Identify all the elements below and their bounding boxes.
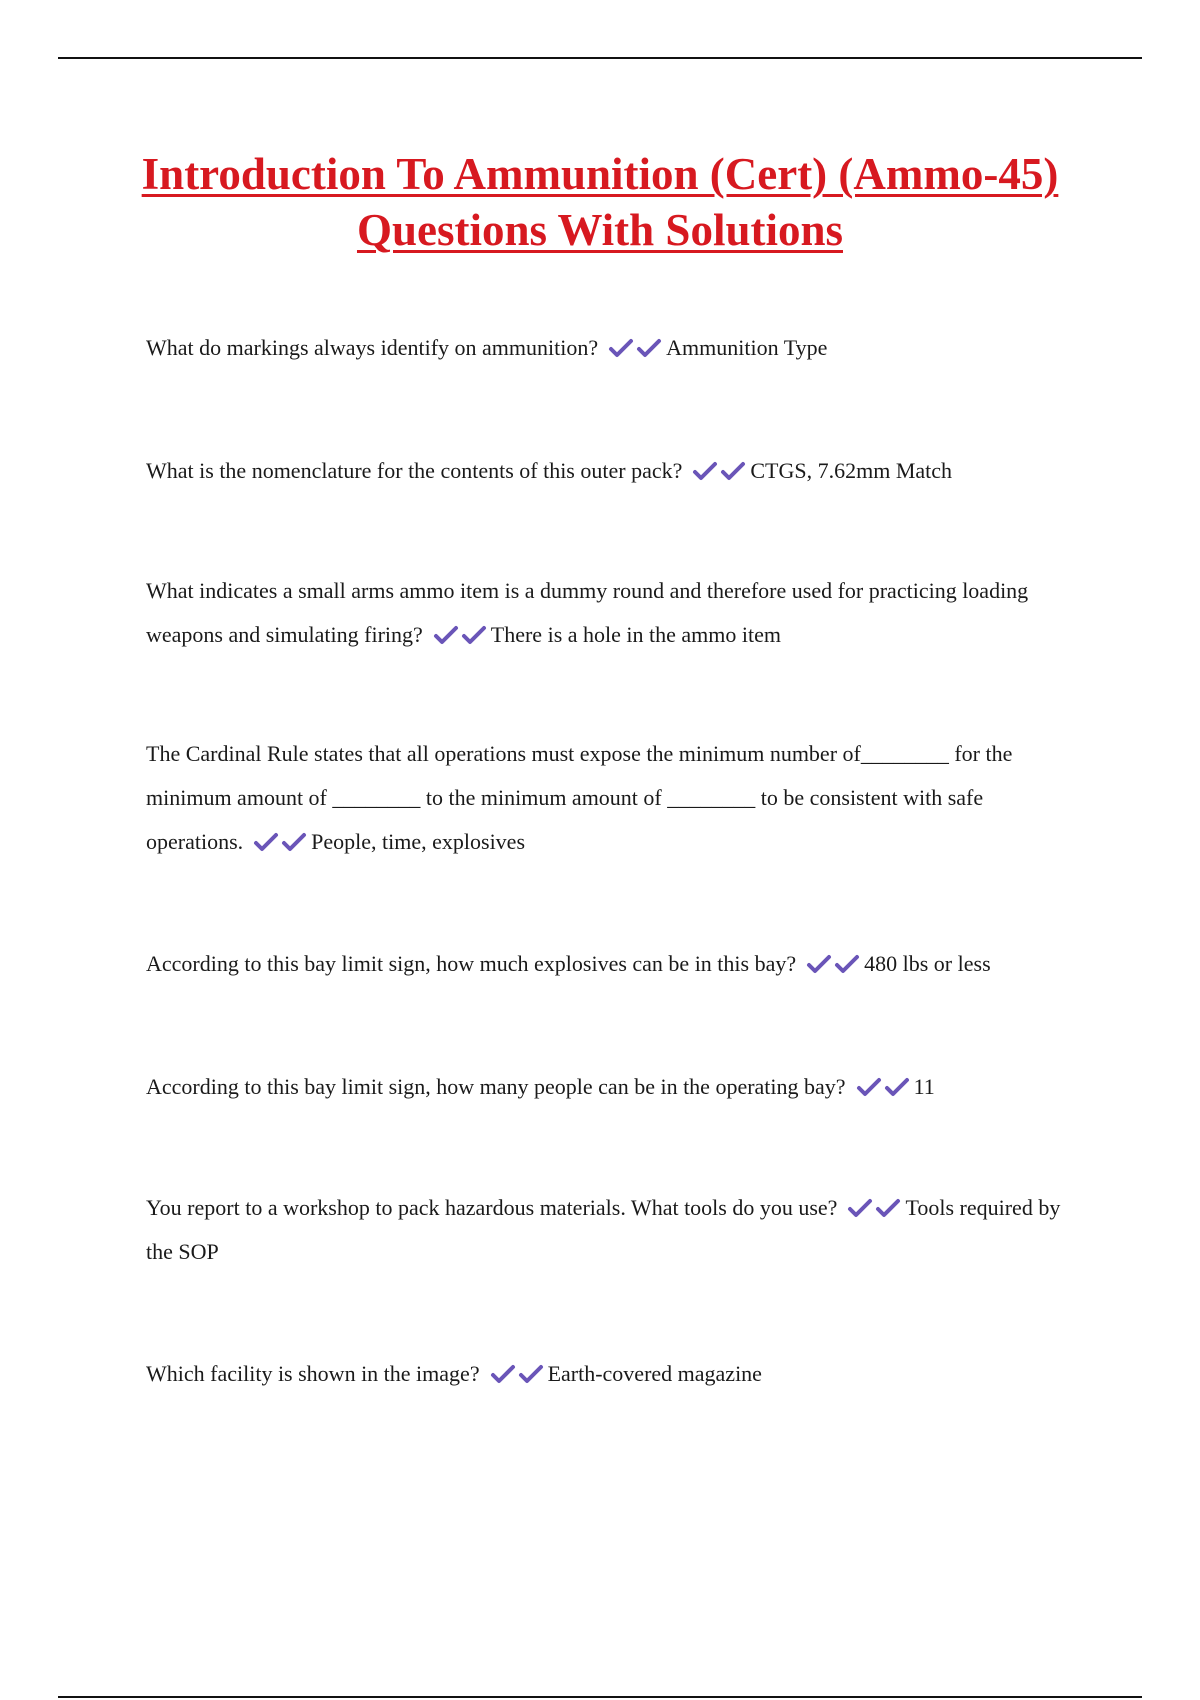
question-text: What do markings always identify on ammunition? — [146, 335, 599, 360]
answer-text: Tools required by the SOP — [146, 1195, 1061, 1264]
checkmark-icon — [856, 1077, 882, 1097]
top-rule — [58, 57, 1142, 59]
checkmark-icon — [490, 1364, 516, 1384]
answer-text: Ammunition Type — [666, 335, 828, 360]
question-text: According to this bay limit sign, how many people can be in the operating bay? — [146, 1074, 846, 1099]
checkmark-icon — [834, 954, 860, 974]
answer-text: 11 — [913, 1074, 935, 1099]
qa-item-6 — [146, 1065, 1081, 1109]
checkmark-icon — [884, 1077, 910, 1097]
checkmark-icon — [720, 461, 746, 481]
question-text: The Cardinal Rule states that all operations must expose the minimum number of________ for the minimum amount of ________ to the minimum amount of ________ to be consistent with safe operations. — [146, 741, 1013, 854]
question-text: You report to a workshop to pack hazardous materials. What tools do you use? — [146, 1195, 838, 1220]
bottom-rule — [58, 1696, 1142, 1698]
question-text: Which facility is shown in the image? — [146, 1361, 480, 1386]
question-text: According to this bay limit sign, how much explosives can be in this bay? — [146, 951, 797, 976]
checkmark-icon — [636, 338, 662, 358]
checkmark-icon — [518, 1364, 544, 1384]
qa-item-2 — [146, 449, 1081, 493]
qa-item-5 — [146, 942, 1081, 986]
answer-text: People, time, explosives — [311, 829, 526, 854]
checkmark-icon — [461, 625, 487, 645]
answer-text: There is a hole in the ammo item — [490, 622, 781, 647]
checkmark-icon — [608, 338, 634, 358]
checkmark-icon — [433, 625, 459, 645]
checkmark-icon — [253, 832, 279, 852]
checkmark-icon — [875, 1198, 901, 1218]
checkmark-icon — [281, 832, 307, 852]
checkmark-icon — [847, 1198, 873, 1218]
checkmark-icon — [692, 461, 718, 481]
checkmark-icon — [806, 954, 832, 974]
qa-item-3 — [146, 569, 1081, 657]
document-title: Introduction To Ammunition (Cert) (Ammo-45) Questions With Solutions — [141, 149, 1059, 255]
answer-text: 480 lbs or less — [864, 951, 991, 976]
qa-item-1 — [146, 326, 1081, 370]
answer-text: CTGS, 7.62mm Match — [750, 458, 953, 483]
question-text: What is the nomenclature for the contents of this outer pack? — [146, 458, 683, 483]
qa-item-8 — [146, 1352, 1081, 1396]
qa-item-7 — [146, 1186, 1081, 1274]
answer-text: Earth-covered magazine — [547, 1361, 762, 1386]
question-text: What indicates a small arms ammo item is a dummy round and therefore used for practicing loading weapons and simulating firing? — [146, 578, 1029, 647]
qa-item-4 — [146, 732, 1081, 864]
